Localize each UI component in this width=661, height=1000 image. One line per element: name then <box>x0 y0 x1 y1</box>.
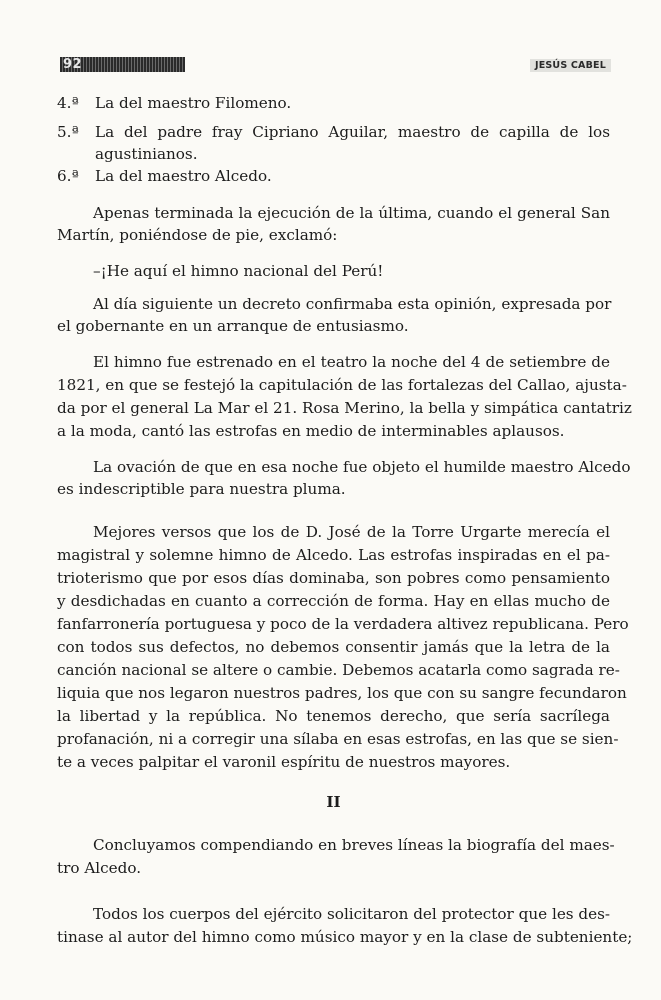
paragraph-line: tinase al autor del himno como músico mayor y en la clase de subteniente; <box>57 928 633 946</box>
list-text: La del padre fray Cipriano Aguilar, maestro de capilla de los <box>95 123 610 141</box>
paragraph-line: a la moda, cantó las estrofas en medio de interminables aplausos. <box>57 422 565 440</box>
list-item <box>57 166 610 186</box>
paragraph-line: el gobernante en un arranque de entusiasmo. <box>57 317 409 335</box>
paragraph-line: Concluyamos compendiando en breves líneas la biografía del maes- <box>93 836 615 854</box>
paragraph-line: Al día siguiente un decreto confirmaba esta opinión, expresada por <box>93 295 612 313</box>
paragraph-line: con todos sus defectos, no debemos consentir jamás que la letra de la <box>57 638 610 656</box>
paragraph-line: canción nacional se altere o cambie. Debemos acatarla como sagrada re- <box>57 661 620 679</box>
section-heading: II <box>326 793 341 811</box>
paragraph-line: El himno fue estrenado en el teatro la noche del 4 de setiembre de <box>93 353 610 371</box>
paragraph-line: es indescriptible para nuestra pluma. <box>57 480 346 498</box>
paragraph-line: tro Alcedo. <box>57 859 142 877</box>
list-number: 6.ª <box>57 167 79 185</box>
paragraph-line: Mejores versos que los de D. José de la Torre Urgarte merecía el <box>93 523 610 541</box>
list-text: agustinianos. <box>95 145 198 163</box>
paragraph-line: y desdichadas en cuanto a corrección de forma. Hay en ellas mucho de <box>57 592 610 610</box>
list-item <box>57 122 610 142</box>
paragraph-line: Martín, poniéndose de pie, exclamó: <box>57 226 338 244</box>
list-text: La del maestro Filomeno. <box>95 94 292 112</box>
page-number: 92 <box>63 57 83 72</box>
paragraph-line: profanación, ni a corregir una sílaba en esas estrofas, en las que se sien- <box>57 730 619 748</box>
paragraph-line: La ovación de que en esa noche fue objeto el humilde maestro Alcedo <box>93 458 631 476</box>
paragraph-line: magistral y solemne himno de Alcedo. Las estrofas inspiradas en el pa- <box>57 546 610 564</box>
paragraph-line: fanfarronería portuguesa y poco de la verdadera altivez republicana. Pero <box>57 615 629 633</box>
paragraph-line: Apenas terminada la ejecución de la última, cuando el general San <box>93 204 610 222</box>
running-head: JESÚS CABEL <box>530 59 611 72</box>
list-item <box>57 93 610 113</box>
paragraph-line: liquia que nos legaron nuestros padres, los que con su sangre fecundaron <box>57 684 627 702</box>
paragraph-line: –¡He aquí el himno nacional del Perú! <box>93 262 384 280</box>
paragraph-line: te a veces palpitar el varonil espíritu de nuestros mayores. <box>57 753 511 771</box>
paragraph-line: Todos los cuerpos del ejército solicitaron del protector que les des- <box>93 905 611 923</box>
paragraph-line: trioterismo que por esos días dominaba, son pobres como pensamiento <box>57 569 610 587</box>
paragraph-line: 1821, en que se festejó la capitulación de las fortalezas del Callao, ajusta- <box>57 376 627 394</box>
paragraph-line: la libertad y la república. No tenemos derecho, que sería sacrílega <box>57 707 610 725</box>
list-text: La del maestro Alcedo. <box>95 167 272 185</box>
paragraph-line: da por el general La Mar el 21. Rosa Merino, la bella y simpática cantatriz <box>57 399 632 417</box>
list-number: 4.ª <box>57 94 79 112</box>
list-number: 5.ª <box>57 123 79 141</box>
list-item-continuation <box>57 144 610 164</box>
